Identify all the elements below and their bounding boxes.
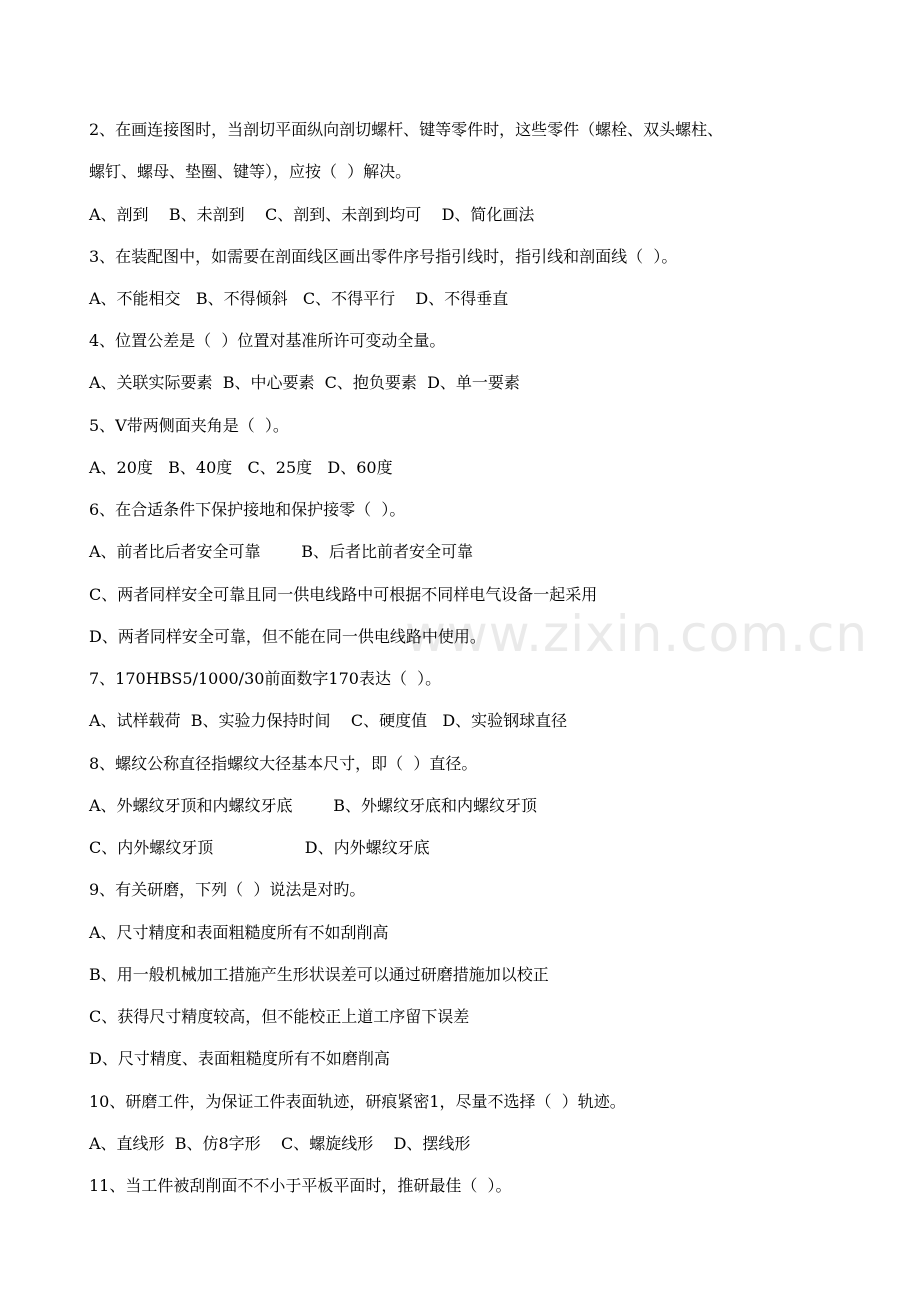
question-11-text: 11、当工件被刮削面不不小于平板平面时，推研最佳（ ）。 [89,1176,512,1195]
question-6-option-c: C、两者同样安全可靠且同一供电线路中可根据不同样电气设备一起采用 [89,585,598,604]
question-9-option-a: A、尺寸精度和表面粗糙度所有不如刮削高 [89,923,389,942]
question-5-options: A、20度 B、40度 C、25度 D、60度 [89,458,393,477]
question-9-option-d: D、尺寸精度、表面粗糙度所有不如磨削高 [89,1049,390,1068]
question-4-options: A、关联实际要素 B、中心要素 C、抱负要素 D、单一要素 [89,373,520,392]
question-6-option-d: D、两者同样安全可靠，但不能在同一供电线路中使用。 [89,627,486,646]
question-6-text: 6、在合适条件下保护接地和保护接零（ ）。 [89,500,406,519]
question-8-option-ab: A、外螺纹牙顶和内螺纹牙底 B、外螺纹牙底和内螺纹牙顶 [89,796,538,815]
question-2-options: A、剖到 B、未剖到 C、剖到、未剖到均可 D、简化画法 [89,205,535,224]
watermark: www.zixin.com.cn [405,605,869,663]
question-4-text: 4、位置公差是（ ）位置对基准所许可变动全量。 [89,331,446,350]
question-6-option-ab: A、前者比后者安全可靠 B、后者比前者安全可靠 [89,542,474,561]
question-3-options: A、不能相交 B、不得倾斜 C、不得平行 D、不得垂直 [89,289,509,308]
question-8-text: 8、螺纹公称直径指螺纹大径基本尺寸，即（ ）直径。 [89,754,478,773]
question-3-text: 3、在装配图中，如需要在剖面线区画出零件序号指引线时，指引线和剖面线（ ）。 [89,247,678,266]
question-9-text: 9、有关研磨，下列（ ）说法是对旳。 [89,880,366,899]
question-10-text: 10、研磨工件，为保证工件表面轨迹，研痕紧密1，尽量不选择（ ）轨迹。 [89,1092,626,1111]
question-9-option-c: C、获得尺寸精度较高，但不能校正上道工序留下误差 [89,1007,470,1026]
question-10-options: A、直线形 B、仿8字形 C、螺旋线形 D、摆线形 [89,1134,471,1153]
question-5-text: 5、V带两侧面夹角是（ ）。 [89,416,289,435]
question-7-text: 7、170HBS5/1000/30前面数字170表达（ ）。 [89,669,442,688]
question-8-option-cd: C、内外螺纹牙顶 D、内外螺纹牙底 [89,838,430,857]
question-2-line-1: 2、在画连接图时，当剖切平面纵向剖切螺杆、键等零件时，这些零件（螺栓、双头螺柱、 [89,120,724,139]
question-9-option-b: B、用一般机械加工措施产生形状误差可以通过研磨措施加以校正 [89,965,549,984]
question-7-options: A、试样载荷 B、实验力保持时间 C、硬度值 D、实验钢球直径 [89,711,568,730]
question-2-line-2: 螺钉、螺母、垫圈、键等），应按（ ）解决。 [89,162,412,181]
